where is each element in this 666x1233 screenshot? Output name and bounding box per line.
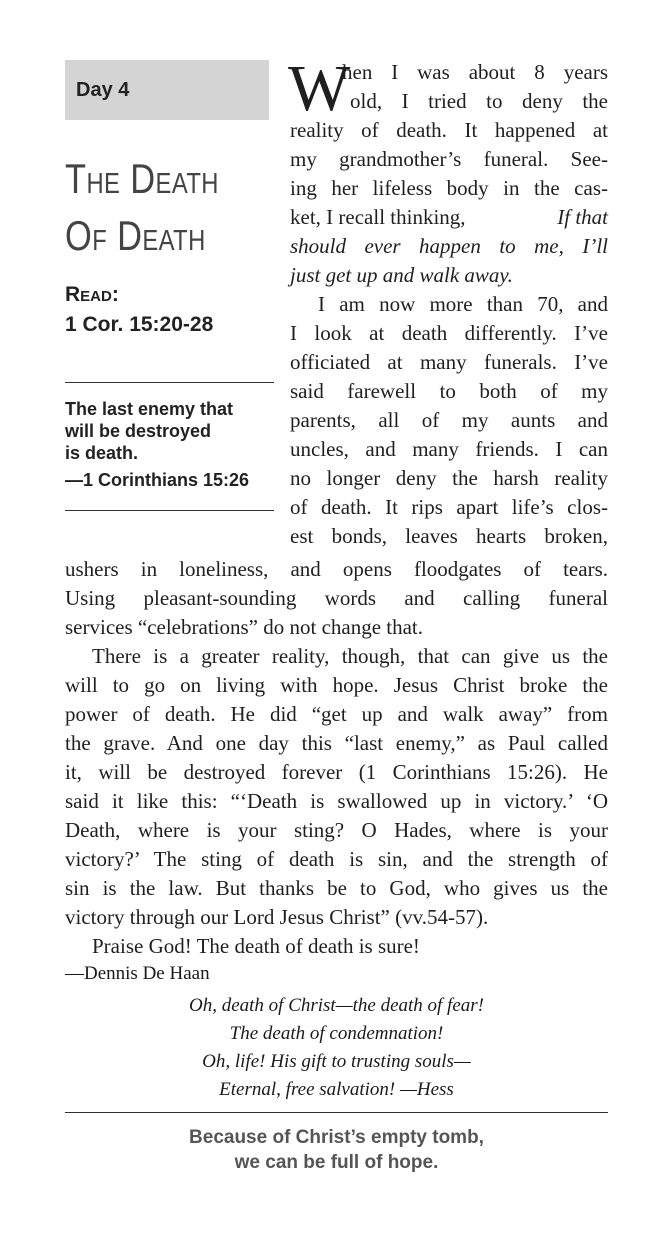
day-label: Day 4 <box>65 60 269 120</box>
poem-line: Oh, life! His gift to trusting souls— <box>202 1051 471 1072</box>
title-line-1: The Death <box>65 155 219 202</box>
thought-line: we can be full of hope. <box>234 1152 439 1173</box>
body-line: uncles, and many friends. I can <box>290 437 608 461</box>
body-line: my grandmother’s funeral. See- <box>290 147 608 171</box>
body-line: the grave. And one day this “last enemy,” as Paul called <box>65 731 608 755</box>
body-line: services “celebrations” do not change that. <box>65 615 424 639</box>
key-verse-line: The last enemy that <box>65 399 234 419</box>
body-line: Using pleasant-sounding words and calling funeral <box>65 586 608 610</box>
body-line: I look at death differently. I’ve <box>290 321 608 345</box>
body-line: reality of death. It happened at <box>290 118 608 142</box>
poem-line: The death of condemnation! <box>229 1023 444 1044</box>
body-line: old, I tried to deny the <box>350 89 608 113</box>
body-line <box>290 203 608 232</box>
title-line-2: Of Death <box>65 212 206 259</box>
key-verse <box>65 398 285 464</box>
key-verse-line: is death. <box>65 443 139 463</box>
body-italic: If that <box>557 205 608 229</box>
author: —Dennis De Haan <box>65 963 210 984</box>
body-line: Praise God! The death of death is sure! <box>92 934 420 958</box>
body-line: hen I was about 8 years <box>342 60 608 84</box>
devotional-title <box>65 150 245 264</box>
read-label: Read: <box>65 283 119 306</box>
thought-for-the-day <box>65 1125 608 1175</box>
body-line: will to go on living with hope. Jesus Christ broke the <box>65 673 608 697</box>
body-line: est bonds, leaves hearts broken, <box>290 524 608 548</box>
body-line: power of death. He did “get up and walk away” from <box>65 702 608 726</box>
read-reference: 1 Cor. 15:20-28 <box>65 313 214 336</box>
body-line: victory?’ The sting of death is sin, and the strength of <box>65 847 608 871</box>
divider-top <box>65 382 274 383</box>
thought-line: Because of Christ’s empty tomb, <box>189 1127 484 1148</box>
body-text: ket, I recall thinking, <box>290 205 466 229</box>
body-line: said it like this: “‘Death is swallowed up in victory.’ ‘O <box>65 789 608 813</box>
body-line: victory through our Lord Jesus Christ” (vv.54-57). <box>65 905 489 929</box>
body-line: no longer deny the harsh reality <box>290 466 608 490</box>
body-line-italic: just get up and walk away. <box>290 263 513 287</box>
body-line: ushers in loneliness, and opens floodgates of tears. <box>65 557 608 581</box>
body-line: Death, where is your sting? O Hades, where is your <box>65 818 608 842</box>
poem-line: Eternal, free salvation! —Hess <box>219 1079 454 1100</box>
body-line: of death. It rips apart life’s clos- <box>290 495 608 519</box>
divider-bottom <box>65 510 274 511</box>
poem-line: Oh, death of Christ—the death of fear! <box>188 995 484 1016</box>
body-line-italic: should ever happen to me, I’ll <box>290 234 608 258</box>
body-line: parents, all of my aunts and <box>290 408 608 432</box>
body-line: it, will be destroyed forever (1 Corinthians 15:26). He <box>65 760 608 784</box>
body-line: said farewell to both of my <box>290 379 608 403</box>
body-line: officiated at many funerals. I’ve <box>290 350 608 374</box>
body-line: There is a greater reality, though, that can give us the <box>92 644 608 668</box>
key-verse-line: will be destroyed <box>65 421 212 441</box>
body-line: ing her lifeless body in the cas- <box>290 176 608 200</box>
drop-cap: W <box>288 52 351 125</box>
key-verse-reference: —1 Corinthians 15:26 <box>65 470 250 490</box>
thought-divider <box>65 1112 608 1113</box>
body-line: I am now more than 70, and <box>318 292 608 316</box>
body-line: sin is the law. But thanks be to God, who gives us the <box>65 876 608 900</box>
